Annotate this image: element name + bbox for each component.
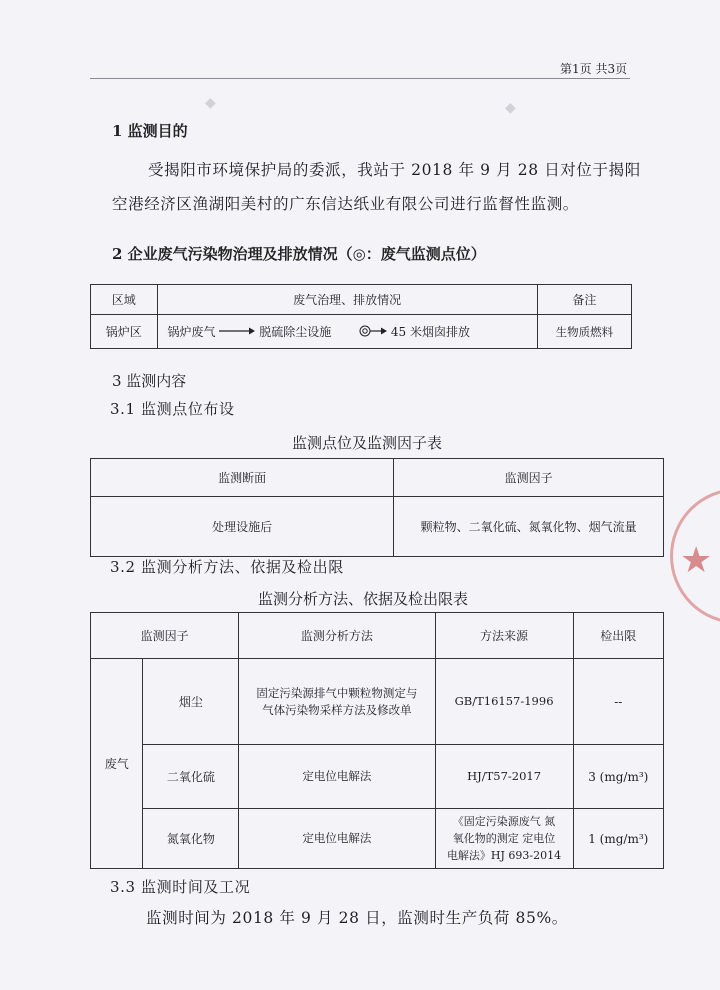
section-3-heading: 3 监测内容 [112,372,187,390]
method-row-method: 定电位电解法 [239,745,435,809]
header-rule [90,78,630,79]
emission-row-note: 生物质燃料 [537,315,631,349]
method-table [90,612,664,869]
emission-header-treatment: 废气治理、排放情况 [157,285,537,315]
method-row-source [435,809,573,869]
section-3-3-heading: 3.3 监测时间及工况 [110,878,251,896]
emission-header-note: 备注 [537,285,631,315]
method-row-limit: 3 (mg/m³) [573,745,663,809]
table-3-2-caption: 监测分析方法、依据及检出限表 [258,590,469,608]
section-3-2-heading: 3.2 监测分析方法、依据及检出限 [110,558,344,576]
bleed-through-mark: ◆ [205,95,216,111]
method-group-label: 废气 [91,659,143,869]
method-row-limit: -- [573,659,663,745]
method-row-factor: 二氧化硫 [143,745,239,809]
point-header-section: 监测断面 [91,459,394,497]
section-3-1-heading: 3.1 监测点位布设 [110,400,235,418]
seal-star-icon: ★ [680,540,713,581]
method-text-line: 固定污染源排气中颗粒物测定与 [256,685,418,700]
page-number-label: 第1页 共3页 [560,62,628,76]
method-row-method [239,659,435,745]
point-row-factors: 颗粒物、二氧化硫、氮氧化物、烟气流量 [394,497,664,557]
emission-table [90,284,632,349]
method-row-limit: 1 (mg/m³) [573,809,663,869]
flow-treatment: 脱硫除尘设施 [259,324,332,339]
method-row-factor: 氮氧化物 [143,809,239,869]
source-text-line: GB/T16157-1996 [454,694,554,708]
method-row-factor: 烟尘 [143,659,239,745]
emission-header-area: 区域 [91,285,158,315]
method-header-limit: 检出限 [573,613,663,659]
method-header-factor: 监测因子 [91,613,239,659]
monitoring-point-table [90,458,664,557]
method-row-source: HJ/T57-2017 [435,745,573,809]
emission-row-flow [157,315,537,349]
section-1-heading: 1 监测目的 [112,122,188,140]
section-2-heading: 2 企业废气污染物治理及排放情况（◎：废气监测点位） [112,245,486,263]
bleed-through-mark: ◆ [505,100,516,116]
arrow-right-icon [219,325,255,339]
section-1-line-1: 受揭阳市环境保护局的委派，我站于 2018 年 9 月 28 日对位于揭阳 [148,161,641,179]
method-row-source [435,659,573,745]
emission-row-area: 锅炉区 [91,315,158,349]
flow-source: 锅炉废气 [167,324,216,339]
method-header-method: 监测分析方法 [239,613,435,659]
monitoring-point-arrow-icon [357,324,387,341]
method-row-method: 定电位电解法 [239,809,435,869]
section-1-line-2: 空港经济区渔湖阳美村的广东信达纸业有限公司进行监督性监测。 [112,195,579,213]
source-text-line: 电解法》HJ 693-2014 [446,849,562,862]
source-text-line: 《固定污染源废气 氮 [452,815,556,828]
point-row-section: 处理设施后 [91,497,394,557]
point-header-factor: 监测因子 [394,459,664,497]
section-3-3-text: 监测时间为 2018 年 9 月 28 日，监测时生产负荷 85%。 [146,909,568,927]
method-header-source: 方法来源 [435,613,573,659]
method-text-line: 气体污染物采样方法及修改单 [262,702,412,717]
table-3-1-caption: 监测点位及监测因子表 [292,434,443,452]
source-text-line: 氧化物的测定 定电位 [452,832,556,845]
flow-discharge: 45 米烟囱排放 [390,324,470,339]
